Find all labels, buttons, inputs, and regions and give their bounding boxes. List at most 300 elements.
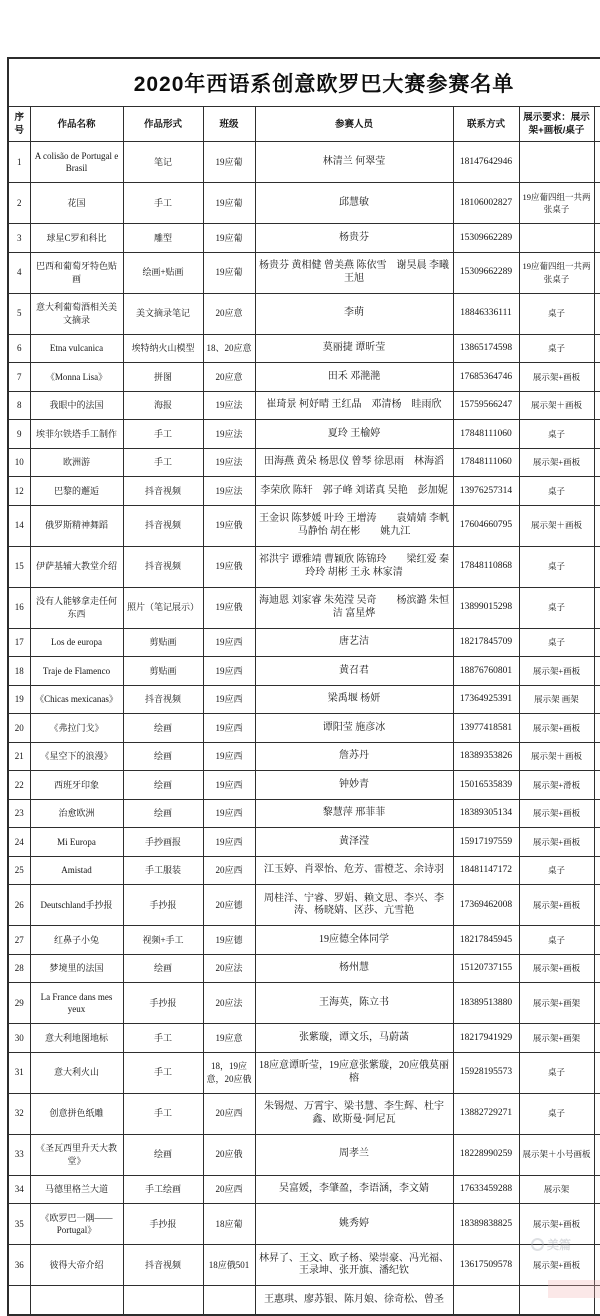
cell-extra [594,1024,600,1053]
table-row [8,293,600,334]
cell-contact: 17369462008 [453,885,519,926]
cell-index: 15 [8,546,30,587]
table-row [8,1093,600,1134]
col-header-participants: 参赛人员 [255,107,453,142]
cell-contact: 15120737155 [453,954,519,983]
cell-extra [594,742,600,771]
cell-requirement: 桌子 [519,1052,594,1093]
cell-contact: 17848110868 [453,546,519,587]
cell-extra [594,628,600,657]
col-header-index: 序号 [8,107,30,142]
cell-form: 抖音视频 [123,546,203,587]
cell-form: 手工 [123,1024,203,1053]
cell-form: 绘画 [123,954,203,983]
cell-requirement: 展示架+画架 [519,983,594,1024]
cell-form: 视频+手工 [123,926,203,955]
cell-name: 巴西和葡萄牙特色贴画 [30,252,123,293]
cell-form: 手工 [123,420,203,449]
cell-class: 19应意 [203,1024,255,1053]
cell-participants: 林昇了、王文、欧子杨、梁崇豪、冯光福、王录坤、张开旗、潘纪钦 [255,1245,453,1286]
cell-name: 《Monna Lisa》 [30,363,123,392]
cell-form: 抖音视频 [123,1245,203,1286]
table-row [8,657,600,686]
cell-form: 剪贴画 [123,628,203,657]
cell-contact: 18217845709 [453,628,519,657]
cell-participants: 江玉婷、肖翠怡、危芳、雷橙芝、余诗羽 [255,856,453,885]
cell-class: 19应葡 [203,142,255,183]
cell-form: 雕型 [123,224,203,253]
cell-participants: 杨贵芬 黄相健 曾美燕 陈依雪 谢昊晨 李曦 王旭 [255,252,453,293]
cell-requirement: 展示架+画板 [519,1204,594,1245]
cell-index: 27 [8,926,30,955]
cell-contact: 15928195573 [453,1052,519,1093]
cell-requirement: 桌子 [519,587,594,628]
table-row [8,983,600,1024]
cell-index: 2 [8,183,30,224]
document-page [7,57,600,1316]
cell-contact: 18147642946 [453,142,519,183]
cell-class: 19应俄 [203,505,255,546]
cell-name: 创意拼色纸雕 [30,1093,123,1134]
table-row [8,926,600,955]
table-row [8,714,600,743]
cell-name: A colisão de Portugal e Brasil [30,142,123,183]
cell-class: 19应葡 [203,252,255,293]
cell-index: 22 [8,771,30,800]
cell-requirement: 展示架+画板 [519,448,594,477]
cell-participants: 唐艺洁 [255,628,453,657]
cell-form: 绘画 [123,799,203,828]
cell-requirement [519,1286,594,1315]
cell-participants: 海迪恩 刘家睿 朱苑滢 吴奇 杨滨潞 朱恒洁 富星烨 [255,587,453,628]
cell-class: 19应俄 [203,546,255,587]
cell-participants: 邱慧敏 [255,183,453,224]
cell-index: 10 [8,448,30,477]
cell-index: 28 [8,954,30,983]
cell-extra [594,587,600,628]
table-row [8,252,600,293]
cell-extra [594,685,600,714]
cell-requirement: 展示架 [519,1175,594,1204]
cell-extra [594,224,600,253]
cell-form: 美文摘录笔记 [123,293,203,334]
cell-class: 20应意 [203,363,255,392]
cell-participants: 钟妙青 [255,771,453,800]
cell-extra [594,1204,600,1245]
cell-contact: 18389353826 [453,742,519,771]
cell-form: 手工 [123,183,203,224]
cell-contact: 13976257314 [453,477,519,506]
cell-form: 抖音视频 [123,505,203,546]
table-row [8,505,600,546]
cell-name: 《弗拉门戈》 [30,714,123,743]
cell-class: 20应西 [203,1093,255,1134]
cell-contact: 17604660795 [453,505,519,546]
cell-index: 6 [8,334,30,363]
table-row [8,799,600,828]
cell-name: 梦境里的法国 [30,954,123,983]
cell-index: 24 [8,828,30,857]
table-row [8,1245,600,1286]
table-row [8,183,600,224]
cell-index: 16 [8,587,30,628]
table-row [8,224,600,253]
page-title: 2020年西语系创意欧罗巴大赛参赛名单 [8,58,600,107]
cell-class: 19应西 [203,714,255,743]
cell-class: 19应西 [203,828,255,857]
cell-index: 5 [8,293,30,334]
cell-contact: 18389513880 [453,983,519,1024]
cell-participants: 李荣欣 陈轩 郭子峰 刘诺真 吴艳 彭加妮 [255,477,453,506]
cell-form: 手抄画报 [123,828,203,857]
cell-requirement: 展示架+画板 [519,714,594,743]
table-row [8,1024,600,1053]
cell-participants: 谭阳莹 施彦冰 [255,714,453,743]
cell-name: 花国 [30,183,123,224]
cell-participants: 王金识 陈梦媛 叶玲 王增涛 袁婧婧 李帆 马静怡 胡在彬 姚九江 [255,505,453,546]
cell-class: 19应法 [203,420,255,449]
cell-contact: 18389838825 [453,1204,519,1245]
cell-form: 绘画 [123,771,203,800]
cell-extra [594,477,600,506]
cell-form: 抖音视频 [123,685,203,714]
cell-class: 18应葡 [203,1204,255,1245]
cell-participants: 黄召君 [255,657,453,686]
cell-class: 19应法 [203,391,255,420]
cell-name: 治愈欧洲 [30,799,123,828]
cell-extra [594,1286,600,1315]
cell-name: 《圣瓦西里升天大教堂》 [30,1134,123,1175]
table-body [8,142,600,1315]
cell-name: Traje de Flamenco [30,657,123,686]
cell-form: 照片（笔记展示） [123,587,203,628]
cell-class: 20应意 [203,293,255,334]
table-row [8,1134,600,1175]
col-header-extra [594,107,600,142]
cell-class: 18应俄501 [203,1245,255,1286]
cell-name: Deutschland手抄报 [30,885,123,926]
cell-requirement: 展示架+画板 [519,954,594,983]
cell-index: 20 [8,714,30,743]
cell-extra [594,954,600,983]
cell-class: 20应德 [203,885,255,926]
cell-extra [594,714,600,743]
cell-name: 俄罗斯精神舞蹈 [30,505,123,546]
cell-participants: 田海燕 黄朵 杨思仪 曾琴 徐思雨 林海滔 [255,448,453,477]
cell-participants: 姚秀婷 [255,1204,453,1245]
cell-participants: 祁洪宇 谭雅靖 曹颖欣 陈锦玲 梁红爱 秦玲玲 胡彬 王永 林家清 [255,546,453,587]
cell-extra [594,448,600,477]
cell-participants: 夏玲 王榆婷 [255,420,453,449]
cell-participants: 田禾 邓滟滟 [255,363,453,392]
cell-requirement: 展示架＋画板 [519,505,594,546]
cell-contact: 15759566247 [453,391,519,420]
cell-requirement: 桌子 [519,334,594,363]
cell-name: 红鼻子小兔 [30,926,123,955]
cell-index: 21 [8,742,30,771]
cell-participants: 周桂洋、宁睿、罗娟、赖文思、李兴、李涛、杨晓婧、区莎、亢雪艳 [255,885,453,926]
cell-extra [594,142,600,183]
cell-requirement: 展示架+画板 [519,363,594,392]
cell-requirement: 展示架+画板 [519,885,594,926]
table-row [8,685,600,714]
cell-extra [594,334,600,363]
cell-class: 20应俄 [203,1134,255,1175]
cell-index: 33 [8,1134,30,1175]
cell-requirement: 展示架 画架 [519,685,594,714]
cell-name: 埃菲尔铁塔手工制作 [30,420,123,449]
cell-extra [594,363,600,392]
cell-participants: 张紫璇，谭文乐，马蔚菡 [255,1024,453,1053]
table-row [8,1175,600,1204]
cell-index: 3 [8,224,30,253]
cell-form: 抖音视频 [123,477,203,506]
cell-class: 20应法 [203,954,255,983]
cell-form: 绘画+贴画 [123,252,203,293]
cell-requirement: 桌子 [519,856,594,885]
cell-requirement: 19应葡四组一共两张桌子 [519,252,594,293]
cell-contact: 15309662289 [453,224,519,253]
cell-name: 彼得大帝介绍 [30,1245,123,1286]
cell-participants: 18应意谭昕莹，19应意张紫璇，20应俄莫丽榕 [255,1052,453,1093]
cell-form: 绘画 [123,742,203,771]
cell-extra [594,420,600,449]
cell-participants: 王惠琪、廖苏银、陈月娘、徐奇松、曾圣 [255,1286,453,1315]
cell-contact: 18106002827 [453,183,519,224]
cell-class [203,1286,255,1315]
cell-participants: 李萌 [255,293,453,334]
cell-class: 19应西 [203,628,255,657]
cell-name: 巴黎的邂逅 [30,477,123,506]
cell-form: 绘画 [123,1134,203,1175]
cell-participants: 杨贵芬 [255,224,453,253]
cell-contact: 13977418581 [453,714,519,743]
cell-requirement: 桌子 [519,546,594,587]
col-header-contact: 联系方式 [453,107,519,142]
cell-index [8,1286,30,1315]
table-row [8,391,600,420]
table-row [8,1204,600,1245]
cell-contact: 13617509578 [453,1245,519,1286]
cell-participants: 莫丽捷 谭昕莹 [255,334,453,363]
cell-name: 《星空下的浪漫》 [30,742,123,771]
cell-contact: 15016535839 [453,771,519,800]
table-row [8,1286,600,1315]
cell-index: 34 [8,1175,30,1204]
cell-participants: 黎慧萍 邢菲菲 [255,799,453,828]
cell-contact: 18217845945 [453,926,519,955]
cell-contact: 17364925391 [453,685,519,714]
cell-class: 20应西 [203,1175,255,1204]
cell-form: 埃特纳火山模型 [123,334,203,363]
table-row [8,546,600,587]
cell-contact: 18846336111 [453,293,519,334]
cell-form: 剪贴画 [123,657,203,686]
cell-extra [594,505,600,546]
cell-form: 海报 [123,391,203,420]
cell-extra [594,252,600,293]
cell-participants: 林清兰 何翠莹 [255,142,453,183]
cell-form: 手工 [123,1052,203,1093]
cell-requirement: 展示架＋画板 [519,742,594,771]
cell-form: 手工服装 [123,856,203,885]
cell-name: Mi Europa [30,828,123,857]
cell-form: 笔记 [123,142,203,183]
cell-requirement: 桌子 [519,477,594,506]
cell-extra [594,1175,600,1204]
table-row [8,334,600,363]
cell-form: 手工 [123,448,203,477]
cell-contact: 18228990259 [453,1134,519,1175]
cell-extra [594,183,600,224]
cell-name: Etna vulcanica [30,334,123,363]
cell-extra [594,657,600,686]
cell-extra [594,856,600,885]
cell-requirement: 展示架+画板 [519,657,594,686]
table-row [8,856,600,885]
cell-participants: 杨州慧 [255,954,453,983]
title-row [8,58,600,107]
table-row [8,363,600,392]
cell-extra [594,1093,600,1134]
cell-name: 西班牙印象 [30,771,123,800]
cell-participants: 王海英，陈立书 [255,983,453,1024]
cell-class: 19应俄 [203,587,255,628]
cell-requirement: 桌子 [519,926,594,955]
cell-contact: 13865174598 [453,334,519,363]
cell-contact: 17848111060 [453,420,519,449]
cell-name: 意大利葡萄酒相关美文摘录 [30,293,123,334]
cell-form: 手工 [123,1093,203,1134]
cell-name: 《Chicas mexicanas》 [30,685,123,714]
col-header-requirement: 展示要求：展示架+画板/桌子 [519,107,594,142]
cell-class: 19应西 [203,657,255,686]
cell-extra [594,1052,600,1093]
cell-name: 伊萨基辅大教堂介绍 [30,546,123,587]
header-row [8,107,600,142]
table-row [8,954,600,983]
cell-class: 19应西 [203,799,255,828]
cell-contact: 17685364746 [453,363,519,392]
cell-form: 绘画 [123,714,203,743]
cell-class: 19应西 [203,685,255,714]
cell-index: 17 [8,628,30,657]
cell-class: 20应西 [203,856,255,885]
cell-name: 《欧罗巴一隅——Portugal》 [30,1204,123,1245]
cell-contact: 18481147172 [453,856,519,885]
table-row [8,828,600,857]
cell-class: 19应法 [203,448,255,477]
table-row [8,771,600,800]
meipian-watermark-label: 美篇 [547,1238,572,1252]
cell-class: 19应法 [203,477,255,506]
cell-extra [594,799,600,828]
cell-participants: 崔琦景 柯妤晴 王红晶 邓清杨 眭雨欣 [255,391,453,420]
cell-contact: 17848111060 [453,448,519,477]
cell-extra [594,391,600,420]
cell-requirement: 19应葡四组一共两张桌子 [519,183,594,224]
cell-name: 意大利地图地标 [30,1024,123,1053]
cell-extra [594,885,600,926]
table-row [8,477,600,506]
cell-extra [594,828,600,857]
cell-class: 19应西 [203,771,255,800]
cell-contact: 17633459288 [453,1175,519,1204]
cell-index: 26 [8,885,30,926]
cell-name: La France dans mes yeux [30,983,123,1024]
cell-requirement: 展示架+画架 [519,1024,594,1053]
cell-contact: 18389305134 [453,799,519,828]
cell-class: 18，19应意，20应俄 [203,1052,255,1093]
cell-index: 23 [8,799,30,828]
cell-name: 没有人能够拿走任何东西 [30,587,123,628]
cell-name: 我眼中的法国 [30,391,123,420]
cell-requirement: 展示架+画板 [519,799,594,828]
cell-form: 拼图 [123,363,203,392]
cell-participants: 吴富媛，李肇盈，李语涵，李文婧 [255,1175,453,1204]
cell-extra [594,293,600,334]
cell-index: 30 [8,1024,30,1053]
table-row [8,885,600,926]
cell-form: 手抄报 [123,885,203,926]
cell-index: 14 [8,505,30,546]
cell-class: 18、20应意 [203,334,255,363]
cell-participants: 朱锡煜、万霄宇、梁书慧、李生辉、杜宇鑫、欧斯曼·阿尼瓦 [255,1093,453,1134]
cell-extra [594,771,600,800]
cell-index: 19 [8,685,30,714]
cell-index: 29 [8,983,30,1024]
cell-requirement: 展示架＋小号画板 [519,1134,594,1175]
table-row [8,742,600,771]
cell-name [30,1286,123,1315]
cell-class: 19应西 [203,742,255,771]
cell-requirement: 桌子 [519,293,594,334]
cell-form: 手抄报 [123,983,203,1024]
cell-index: 32 [8,1093,30,1134]
cell-class: 19应葡 [203,224,255,253]
cell-contact: 18876760801 [453,657,519,686]
cell-class: 20应法 [203,983,255,1024]
cell-form [123,1286,203,1315]
cell-index: 8 [8,391,30,420]
cell-index: 9 [8,420,30,449]
cell-contact: 13899015298 [453,587,519,628]
cell-requirement: 桌子 [519,1093,594,1134]
table-row [8,142,600,183]
participants-table [7,57,600,1316]
table-row [8,587,600,628]
cell-requirement: 展示架+画板 [519,1245,594,1286]
cell-name: 马德里格兰大道 [30,1175,123,1204]
cell-name: 球星C罗和科比 [30,224,123,253]
cell-requirement: 桌子 [519,628,594,657]
col-header-class: 班级 [203,107,255,142]
cell-participants: 19应德全体同学 [255,926,453,955]
cell-name: 意大利火山 [30,1052,123,1093]
cell-participants: 詹苏丹 [255,742,453,771]
col-header-form: 作品形式 [123,107,203,142]
cell-index: 25 [8,856,30,885]
cell-index: 36 [8,1245,30,1286]
cell-index: 18 [8,657,30,686]
cell-index: 12 [8,477,30,506]
table-row [8,448,600,477]
cell-requirement [519,224,594,253]
cell-contact: 18217941929 [453,1024,519,1053]
cell-requirement: 展示架＋画板 [519,391,594,420]
cell-form: 手工绘画 [123,1175,203,1204]
cell-contact: 13882729271 [453,1093,519,1134]
